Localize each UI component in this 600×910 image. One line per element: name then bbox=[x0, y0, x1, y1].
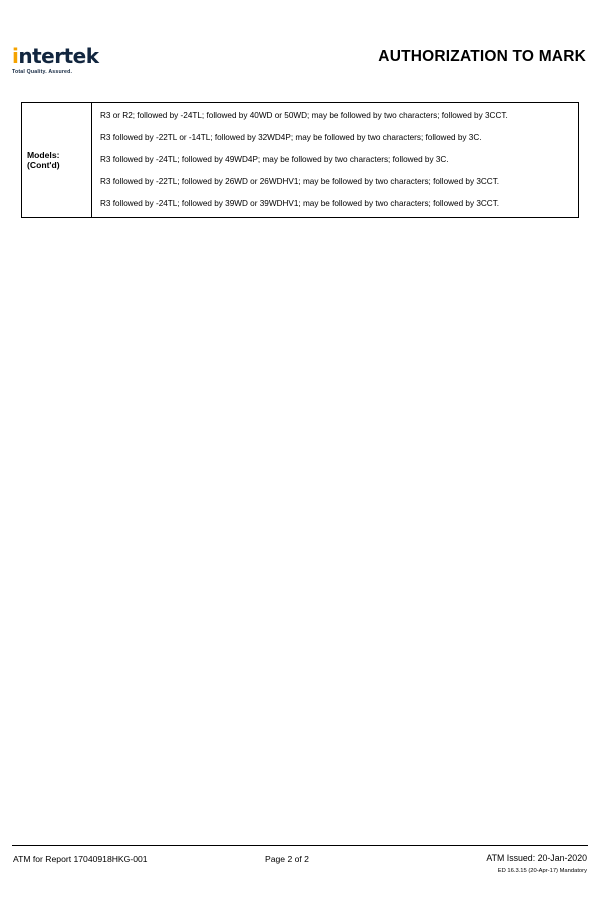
model-entry: R3 followed by -22TL; followed by 26WD or 26WDHV1; may be followed by two characters; followed by 3CCT. bbox=[100, 177, 500, 186]
models-label-line2: (Cont'd) bbox=[27, 160, 60, 170]
models-label-cell bbox=[22, 103, 92, 217]
model-entry: R3 followed by -22TL or -14TL; followed by 32WD4P; may be followed by two characters; followed by 3C. bbox=[100, 133, 482, 142]
page-title: AUTHORIZATION TO MARK bbox=[378, 48, 586, 65]
footer-right-block bbox=[486, 852, 587, 875]
models-content-cell bbox=[92, 103, 578, 217]
model-entry: R3 or R2; followed by -24TL; followed by 40WD or 50WD; may be followed by two characters; followed by 3CCT. bbox=[100, 111, 508, 120]
intertek-logo bbox=[12, 46, 162, 76]
brand-name: intertek bbox=[12, 44, 99, 68]
model-entry: R3 followed by -24TL; followed by 49WD4P; may be followed by two characters; followed by 3C. bbox=[100, 155, 449, 164]
model-entry: R3 followed by -24TL; followed by 39WD or 39WDHV1; may be followed by two characters; followed by 3CCT. bbox=[100, 199, 500, 208]
footer-edition: ED 16.3.15 (20-Apr-17) Mandatory bbox=[497, 868, 587, 874]
footer-issued-date: ATM Issued: 20-Jan-2020 bbox=[486, 853, 587, 863]
brand-tagline: Total Quality. Assured. bbox=[12, 69, 73, 75]
footer-page-number: Page 2 of 2 bbox=[265, 854, 309, 864]
footer-divider bbox=[12, 845, 588, 846]
footer-report-reference: ATM for Report 17040918HKG-001 bbox=[13, 854, 148, 864]
models-label bbox=[27, 150, 60, 171]
models-table bbox=[21, 102, 579, 218]
models-label-line1: Models: bbox=[27, 149, 60, 160]
document-header bbox=[0, 40, 600, 88]
